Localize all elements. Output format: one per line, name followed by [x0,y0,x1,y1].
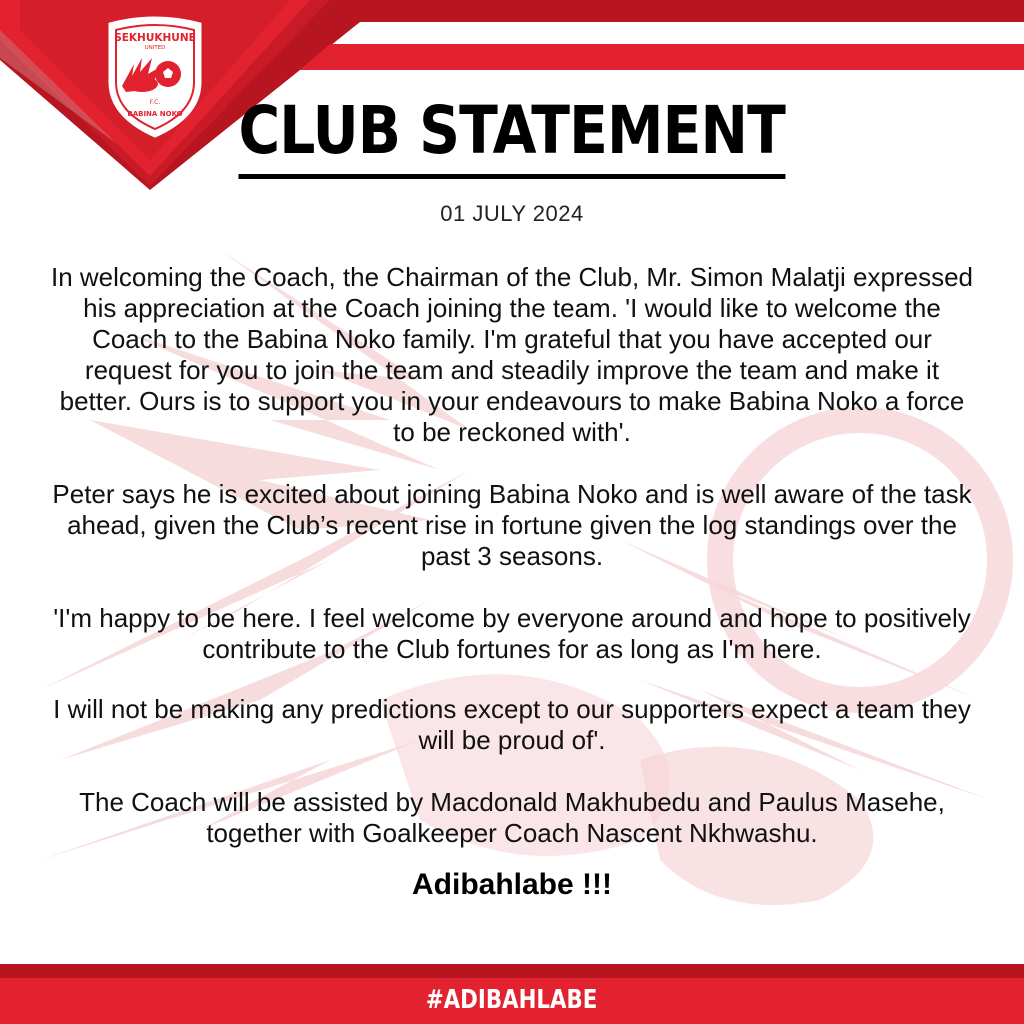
statement-body [50,262,974,880]
title-container [0,92,1024,179]
footer-hashtag [0,978,1024,1024]
paragraph-coach-excited: Peter says he is excited about joining Babina Noko and is well aware of the task ahead, given the Club’s recent rise in fortune given the log standings over the past 3 seasons. [52,479,972,571]
paragraph-coach-quote: 'I'm happy to be here. I feel welcome by everyone around and hope to positively contribute to the Club fortunes for as long as I'm here. [53,603,971,664]
paragraph-predictions: I will not be making any predictions except to our supporters expect a team they will be proud of'. [53,694,971,755]
paragraph-assistants: The Coach will be assisted by Macdonald Makhubedu and Paulus Masehe, together with Goalkeeper Coach Nascent Nkhwashu. [79,787,945,848]
page-title: CLUB STATEMENT [239,98,786,179]
statement-date: 01 JULY 2024 [440,201,584,226]
signoff-text: Adibahlabe !!! [412,868,612,901]
logo-text-top: SEKHUKHUNE [114,32,196,44]
paragraph-chairman-quote: In welcoming the Coach, the Chairman of the Club, Mr. Simon Malatji expressed his appreciation at the Coach joining the team. 'I would like to welcome the Coach to the Babina Noko family. I'm grateful that you have accepted our request for you to join the team and steadily improve the team and make it better. Ours is to support you in your endeavours to make Babina Noko a force to be reckoned with'. [51,262,973,447]
logo-text-fc: F.C. [149,99,161,106]
soccer-ball-icon [155,61,181,87]
logo-text-united: UNITED [144,45,166,51]
hashtag-text: #ADIBAHLABE [426,985,598,1015]
logo-text-bottom: BABINA NOKO [127,110,183,118]
footer-bar-stripe [0,964,1024,978]
